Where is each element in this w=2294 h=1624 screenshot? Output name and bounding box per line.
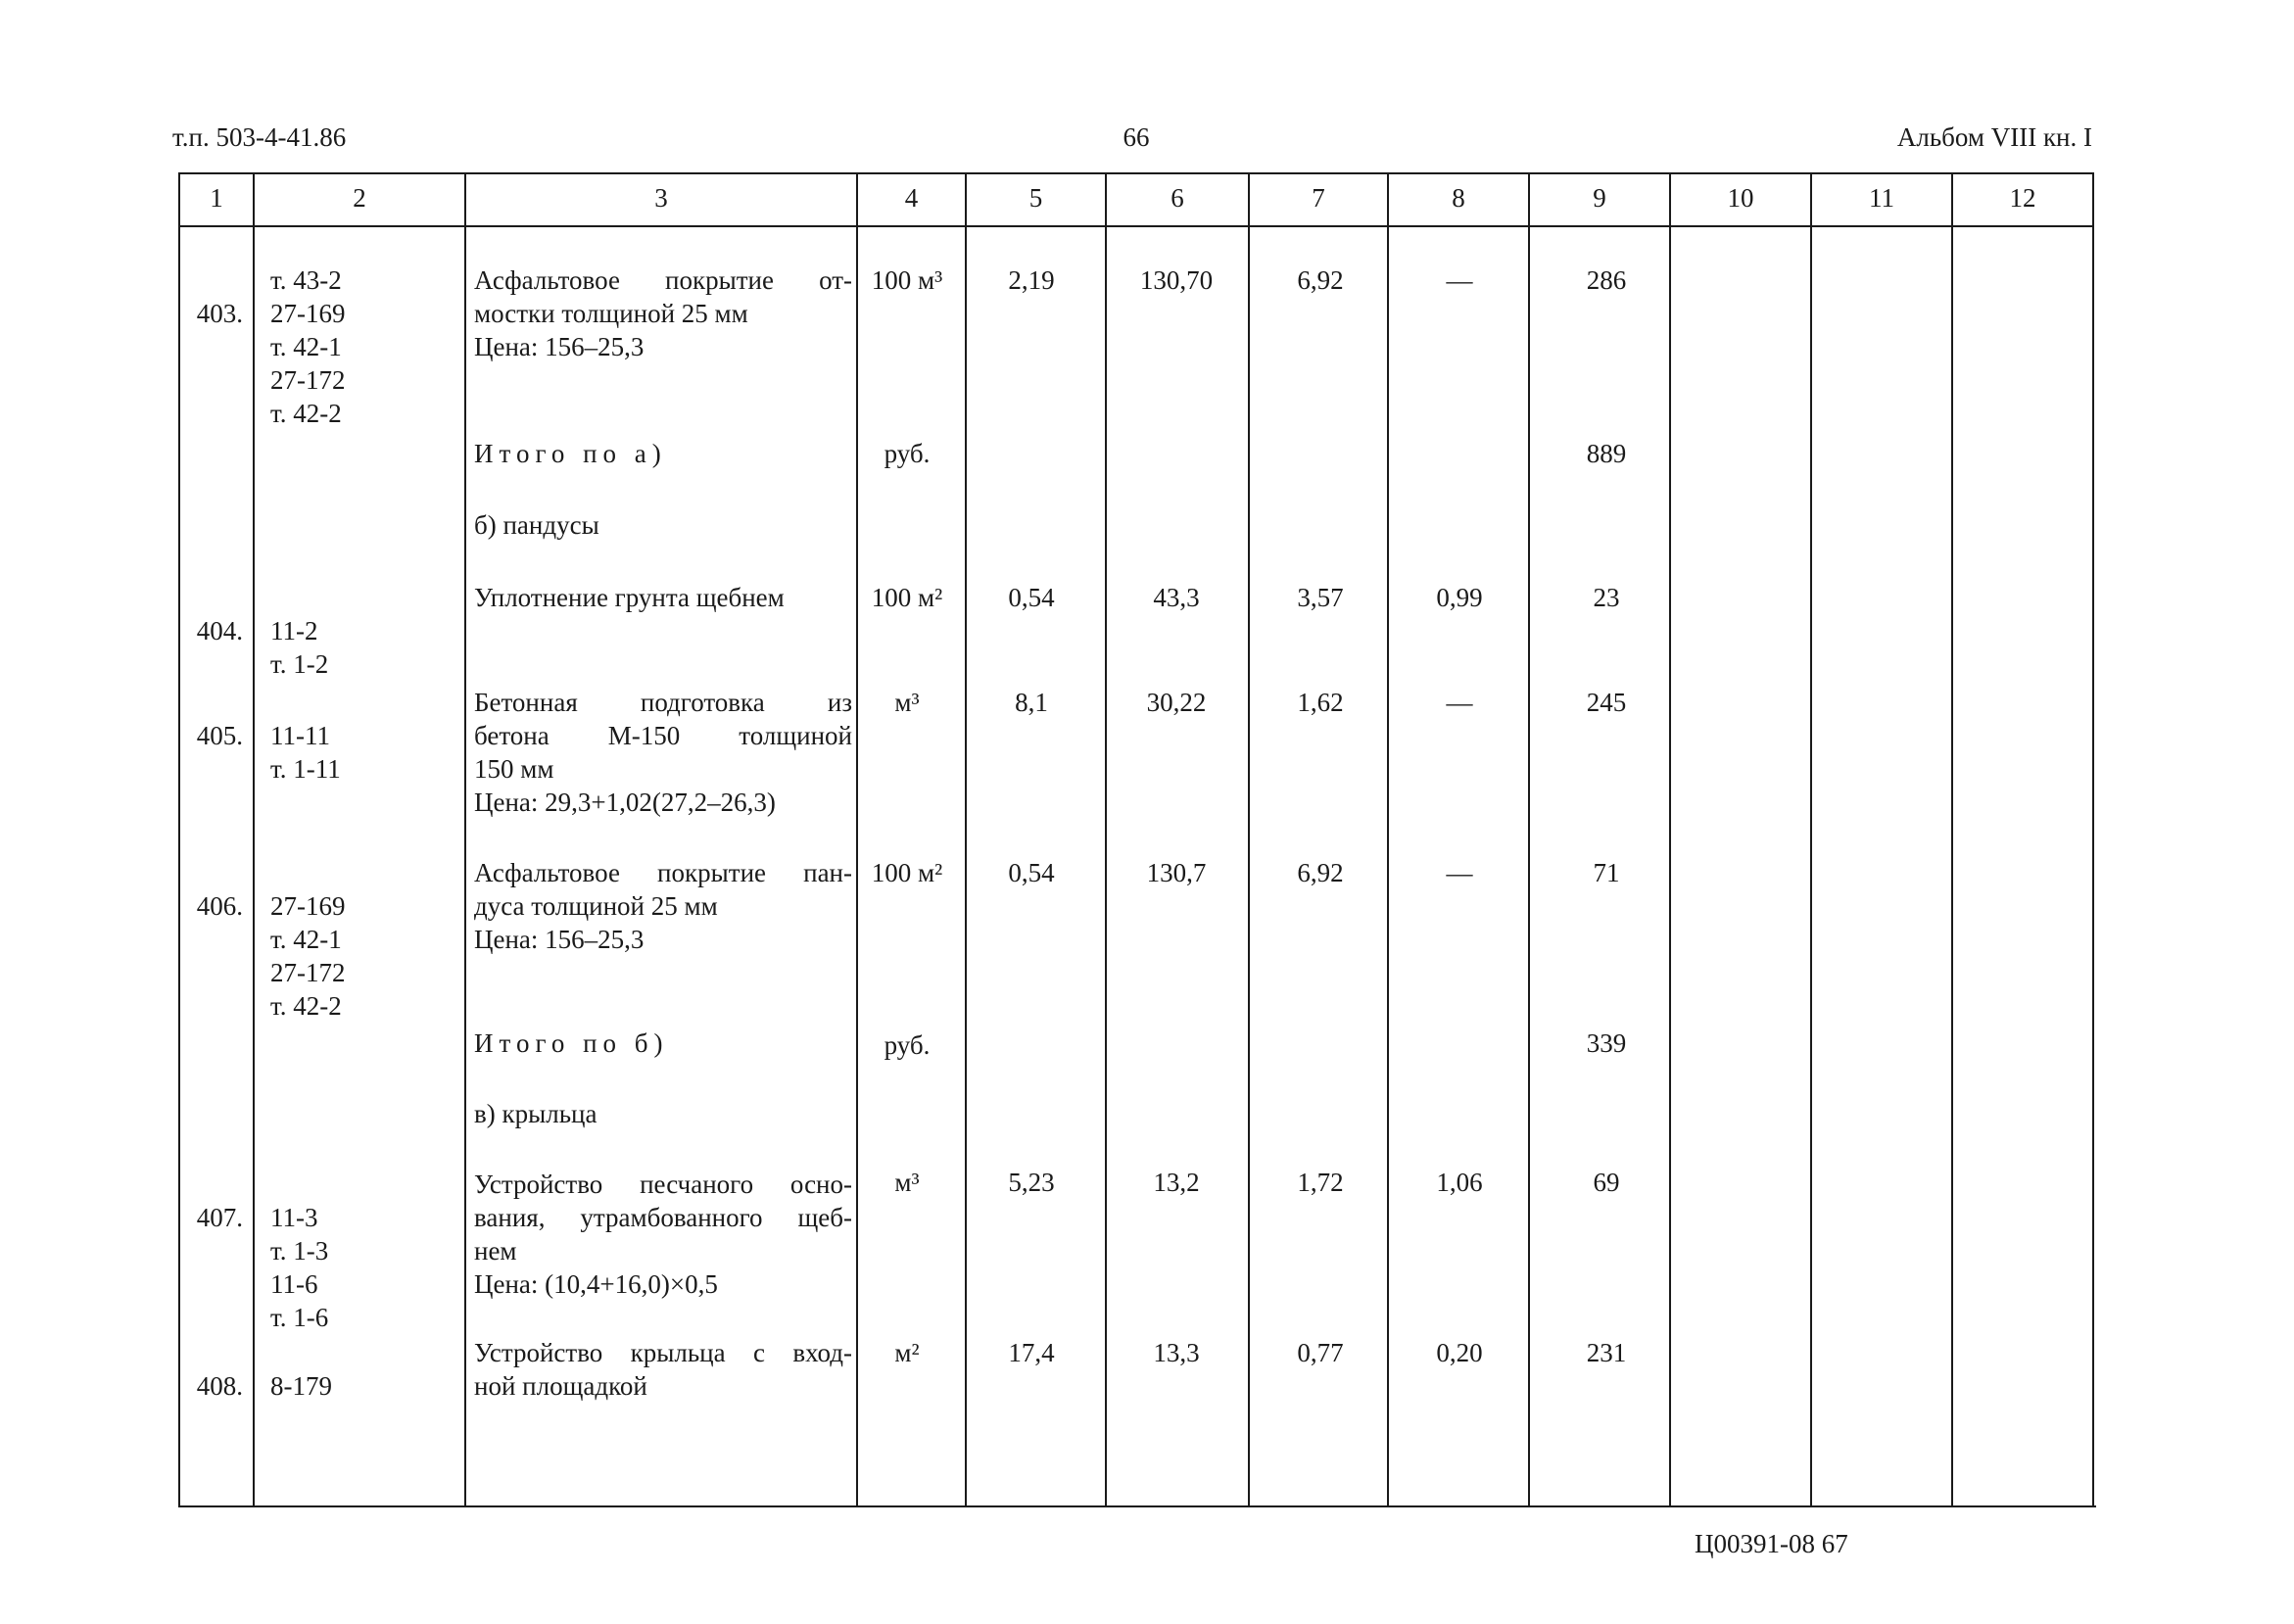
description-line: нем <box>474 1236 517 1266</box>
work-description <box>474 686 852 819</box>
document-footer-code: Ц00391-08 67 <box>1695 1529 1848 1558</box>
document-code: т.п. 503-4-41.86 <box>172 122 347 152</box>
subtotal-value: 339 <box>1586 1028 1627 1058</box>
unit-cost: 13,2 <box>1153 1168 1200 1197</box>
unit: 100 м² <box>871 583 943 612</box>
table-top-border <box>178 172 2094 174</box>
total-cost: 71 <box>1593 858 1620 887</box>
item-number: 405. <box>196 721 243 750</box>
rate-code: 27-172 <box>270 365 346 395</box>
unit: м² <box>894 1338 920 1367</box>
rate-code: т. 1-6 <box>270 1303 329 1332</box>
rate-code: т. 1-3 <box>270 1236 329 1266</box>
rate-codes <box>270 1201 328 1334</box>
quantity: 0,54 <box>1008 858 1055 887</box>
rate-codes <box>270 263 346 430</box>
machine-cost: — <box>1446 688 1473 717</box>
description-line: Устройство песчаного осно- <box>474 1170 852 1199</box>
col-border-12 <box>2092 172 2094 1507</box>
col-border-8 <box>1528 172 1530 1507</box>
machine-cost: — <box>1446 265 1473 295</box>
quantity: 0,54 <box>1008 583 1055 612</box>
col-border-2 <box>464 172 466 1507</box>
description-line: Цена: 156–25,3 <box>474 332 645 361</box>
section-heading: в) крыльца <box>474 1099 597 1128</box>
total-cost: 286 <box>1586 265 1627 295</box>
col-border-6 <box>1248 172 1250 1507</box>
wages: 6,92 <box>1297 265 1344 295</box>
col-border-3 <box>856 172 858 1507</box>
col-border-1 <box>253 172 255 1507</box>
description-line: Асфальтовое покрытие пан- <box>474 858 852 887</box>
album-reference: Альбом VIII кн. I <box>1896 122 2092 152</box>
rate-code: т. 42-1 <box>270 925 342 954</box>
rate-code: т. 42-2 <box>270 399 342 428</box>
description-line: дуса толщиной 25 мм <box>474 891 718 921</box>
description-line: Асфальтовое покрытие от- <box>474 265 852 295</box>
unit-cost: 43,3 <box>1153 583 1200 612</box>
wages: 3,57 <box>1297 583 1344 612</box>
unit: руб. <box>884 1030 931 1060</box>
quantity: 17,4 <box>1008 1338 1055 1367</box>
column-number: 1 <box>210 183 223 213</box>
unit: 100 м² <box>871 858 943 887</box>
rate-codes <box>270 719 341 786</box>
column-number: 3 <box>654 183 668 213</box>
section-heading: б) пандусы <box>474 510 599 540</box>
work-description <box>474 856 852 956</box>
unit-cost: 30,22 <box>1146 688 1207 717</box>
quantity: 2,19 <box>1008 265 1055 295</box>
rate-code: 11-11 <box>270 721 330 750</box>
column-number: 4 <box>904 183 919 213</box>
description-line: Цена: 29,3+1,02(27,2–26,3) <box>474 788 776 817</box>
column-number: 9 <box>1593 183 1606 213</box>
subtotal-value: 889 <box>1586 439 1627 468</box>
rate-code: т. 42-2 <box>270 991 342 1021</box>
unit-cost: 130,7 <box>1146 858 1207 887</box>
unit: 100 м³ <box>871 265 943 295</box>
col-border-4 <box>965 172 967 1507</box>
machine-cost: 0,20 <box>1436 1338 1483 1367</box>
rate-codes <box>270 889 346 1023</box>
unit: руб. <box>884 439 931 468</box>
rate-code: 11-6 <box>270 1269 318 1299</box>
total-cost: 245 <box>1586 688 1627 717</box>
description-line: ной площадкой <box>474 1371 647 1401</box>
column-number: 11 <box>1869 183 1894 213</box>
machine-cost: 0,99 <box>1436 583 1483 612</box>
work-description <box>474 1168 852 1301</box>
unit: м³ <box>894 688 920 717</box>
description-line: 150 мм <box>474 754 554 784</box>
description-line: мостки толщиной 25 мм <box>474 299 748 328</box>
description-line: бетона М-150 толщиной <box>474 721 852 750</box>
description-line: вания, утрамбованного щеб- <box>474 1203 852 1232</box>
col-border-9 <box>1669 172 1671 1507</box>
col-border-10 <box>1810 172 1812 1507</box>
work-description <box>474 263 852 363</box>
description-line: Цена: 156–25,3 <box>474 925 645 954</box>
rate-code: 27-169 <box>270 891 346 921</box>
item-number: 408. <box>196 1371 243 1401</box>
rate-codes <box>270 614 328 681</box>
wages: 1,62 <box>1297 688 1344 717</box>
total-cost: 23 <box>1593 583 1620 612</box>
quantity: 8,1 <box>1015 688 1048 717</box>
column-number: 8 <box>1452 183 1465 213</box>
col-border-0 <box>178 172 180 1507</box>
item-number: 404. <box>196 616 243 645</box>
item-number: 403. <box>196 299 243 328</box>
col-border-5 <box>1105 172 1107 1507</box>
column-number: 6 <box>1171 183 1184 213</box>
total-cost: 231 <box>1586 1338 1627 1367</box>
rate-codes <box>270 1369 332 1403</box>
wages: 1,72 <box>1297 1168 1344 1197</box>
rate-code: 27-172 <box>270 958 346 987</box>
rate-code: т. 42-1 <box>270 332 342 361</box>
unit-cost: 13,3 <box>1153 1338 1200 1367</box>
item-number: 407. <box>196 1203 243 1232</box>
column-number: 2 <box>353 183 366 213</box>
item-number: 406. <box>196 891 243 921</box>
column-number: 7 <box>1312 183 1325 213</box>
description-line: Бетонная подготовка из <box>474 688 852 717</box>
column-number: 10 <box>1727 183 1754 213</box>
header-bottom-border <box>178 225 2094 227</box>
unit: м³ <box>894 1168 920 1197</box>
page-number: 66 <box>1123 122 1150 152</box>
table-bottom-border <box>180 1505 2096 1507</box>
rate-code: т. 1-11 <box>270 754 341 784</box>
wages: 0,77 <box>1297 1338 1344 1367</box>
work-description <box>474 1336 852 1403</box>
work-description: Уплотнение грунта щебнем <box>474 583 785 612</box>
machine-cost: 1,06 <box>1436 1168 1483 1197</box>
description-line: Устройство крыльца с вход- <box>474 1338 852 1367</box>
rate-code: 11-3 <box>270 1203 318 1232</box>
unit-cost: 130,70 <box>1139 265 1214 295</box>
machine-cost: — <box>1446 858 1473 887</box>
subtotal-label: Итого по а) <box>474 439 667 468</box>
rate-code: 11-2 <box>270 616 318 645</box>
col-border-7 <box>1387 172 1389 1507</box>
quantity: 5,23 <box>1008 1168 1055 1197</box>
column-number: 12 <box>2009 183 2036 213</box>
wages: 6,92 <box>1297 858 1344 887</box>
column-number: 5 <box>1028 183 1043 213</box>
subtotal-label: Итого по б) <box>474 1028 669 1058</box>
rate-code: т. 43-2 <box>270 265 342 295</box>
rate-code: 8-179 <box>270 1371 332 1401</box>
rate-code: 27-169 <box>270 299 346 328</box>
total-cost: 69 <box>1593 1168 1620 1197</box>
description-line: Цена: (10,4+16,0)×0,5 <box>474 1269 718 1299</box>
rate-code: т. 1-2 <box>270 649 329 679</box>
col-border-11 <box>1951 172 1953 1507</box>
